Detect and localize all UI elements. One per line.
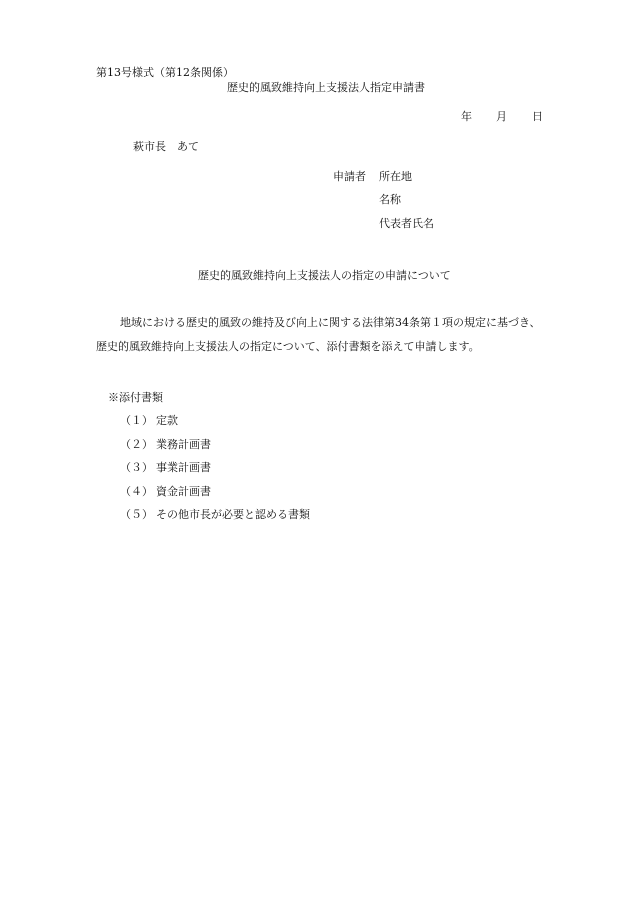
address-field-label: 所在地 (379, 170, 412, 183)
document-title: 歴史的風致維持向上支援法人指定申請書 (227, 81, 425, 94)
applicant-label: 申請者 (333, 170, 366, 183)
body-text-line-2: 歴史的風致維持向上支援法人の指定について、添付書類を添えて申請します。 (96, 340, 480, 353)
attachment-label: 資金計画書 (156, 485, 211, 498)
attachment-item (120, 485, 211, 499)
attachment-number: （１） (120, 414, 153, 427)
attachment-label: 業務計画書 (156, 438, 211, 451)
attachment-item (120, 461, 211, 475)
date-year-label: 年 (461, 110, 472, 123)
name-field-label: 名称 (379, 193, 401, 206)
attachment-item (120, 414, 178, 428)
attachment-item (120, 508, 310, 522)
attachment-number: （４） (120, 485, 153, 498)
attachment-number: （３） (120, 461, 153, 474)
representative-field-label: 代表者氏名 (379, 217, 434, 230)
addressee: 萩市長 あて (133, 140, 199, 153)
attachment-number: （５） (120, 508, 153, 521)
date-month-label: 月 (496, 110, 507, 123)
attachment-item (120, 438, 211, 452)
subject-line: 歴史的風致維持向上支援法人の指定の申請について (198, 269, 451, 282)
attachment-label: 事業計画書 (156, 461, 211, 474)
form-number: 第13号様式（第12条関係） (96, 66, 234, 79)
attachment-number: （２） (120, 438, 153, 451)
attachment-label: その他市長が必要と認める書類 (156, 508, 310, 521)
attachment-label: 定款 (156, 414, 178, 427)
date-day-label: 日 (532, 110, 543, 123)
attachments-heading: ※添付書類 (108, 391, 163, 404)
body-text-line-1: 地域における歴史的風致の維持及び向上に関する法律第34条第１項の規定に基づき、 (120, 316, 541, 329)
